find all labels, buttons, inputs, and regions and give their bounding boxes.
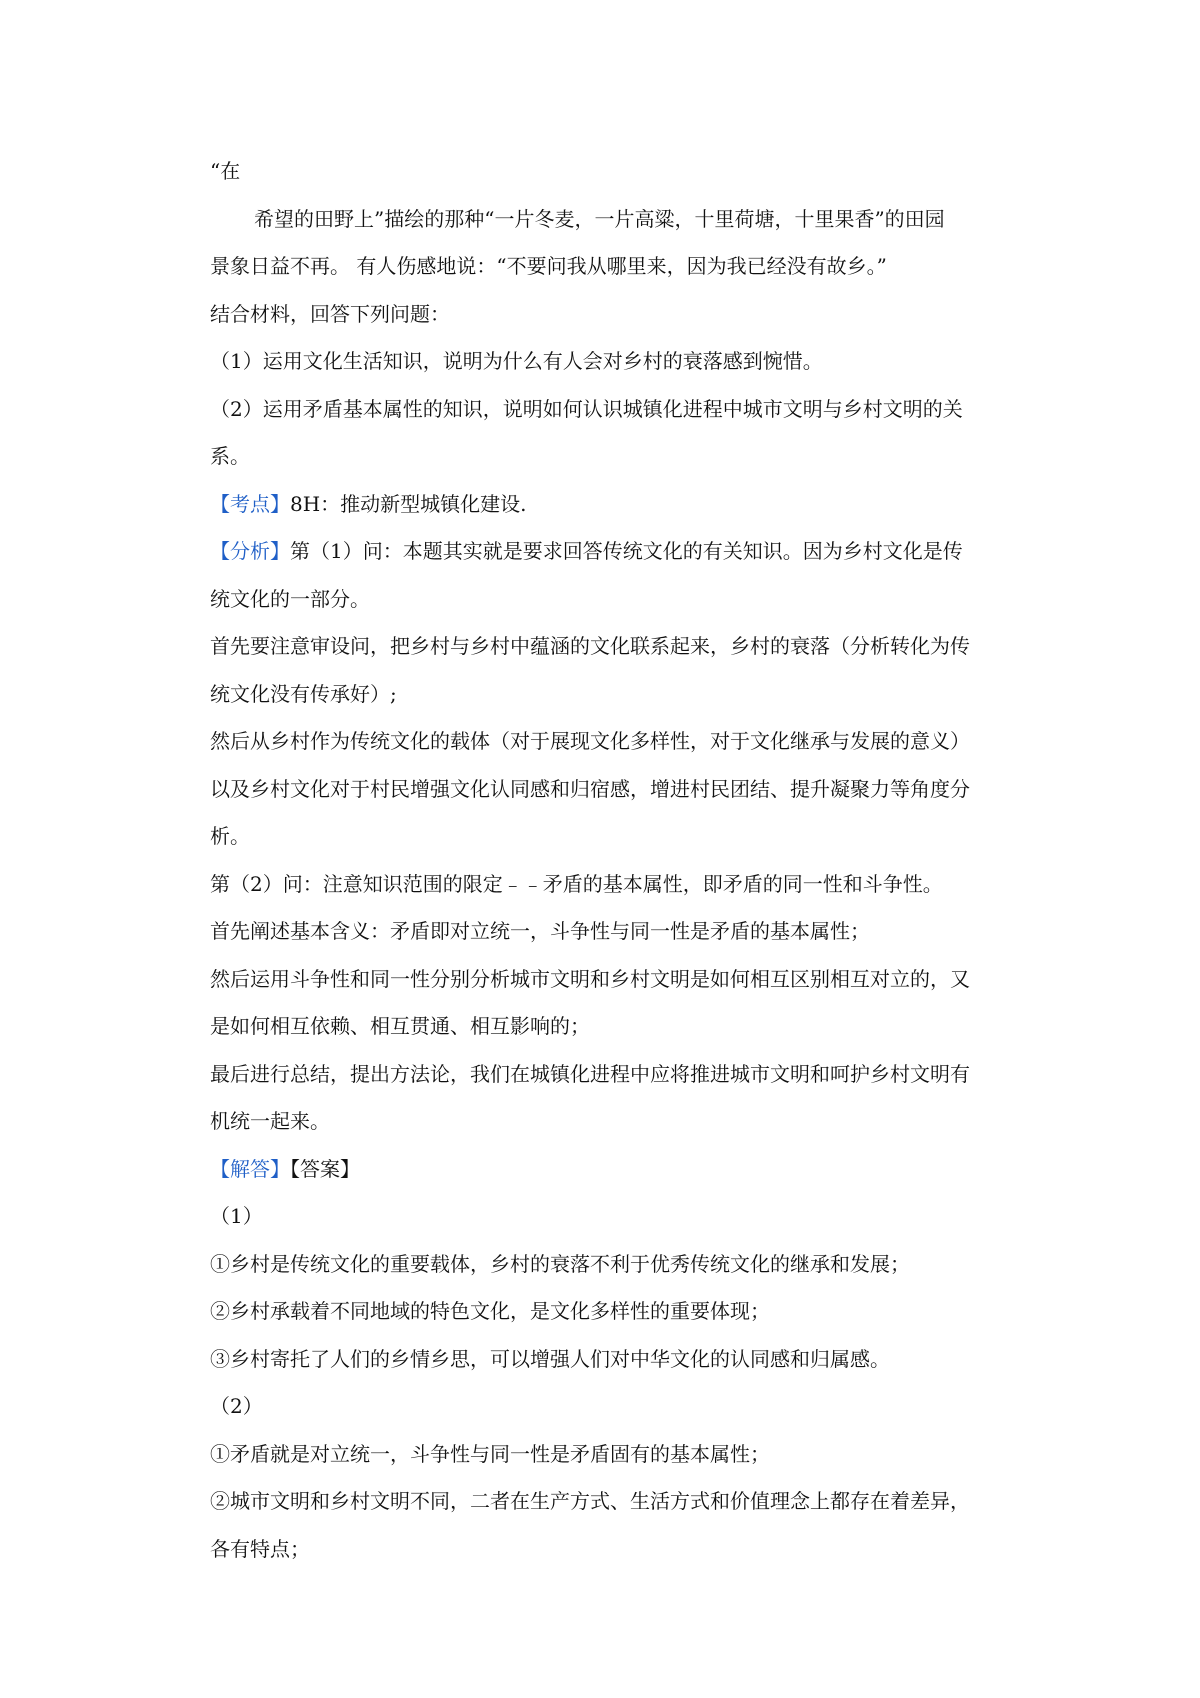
answer-item: ②城市文明和乡村文明不同，二者在生产方式、生活方式和价值理念上都存在着差异， — [210, 1489, 970, 1513]
text-line: 最后进行总结，提出方法论，我们在城镇化进程中应将推进城市文明和呵护乡村文明有 — [210, 1061, 970, 1086]
text-line: 然后运用斗争性和同一性分别分析城市文明和乡村文明是如何相互区别相互对立的，又 — [210, 966, 970, 991]
kaodian-tag: 【考点】 — [210, 491, 290, 516]
text-line: 机统一起来。 — [210, 1109, 330, 1133]
answer-label: 【答案】 — [290, 1156, 360, 1181]
jieda-tag: 【解答】 — [210, 1156, 290, 1181]
answer-part-1-label: （1） — [210, 1204, 263, 1228]
document-body — [210, 148, 1025, 1573]
text-line: 希望的田野上”描绘的那种“一片冬麦，一片高粱，十里荷塘，十里果香”的田园 — [254, 206, 945, 231]
text-line: 统文化没有传承好）; — [210, 681, 397, 706]
text-line: 析。 — [210, 824, 250, 848]
text-line: 各有特点； — [210, 1536, 310, 1561]
text-line: 首先阐述基本含义：矛盾即对立统一，斗争性与同一性是矛盾的基本属性； — [210, 919, 870, 943]
question-1: （1）运用文化生活知识，说明为什么有人会对乡村的衰落感到惋惜。 — [210, 349, 823, 373]
answer-item: ③乡村寄托了人们的乡情乡思，可以增强人们对中华文化的认同感和归属感。 — [210, 1346, 890, 1371]
text-line: 以及乡村文化对于村民增强文化认同感和归宿感，增进村民团结、提升凝聚力等角度分 — [210, 776, 970, 801]
answer-part-2-label: （2） — [210, 1394, 263, 1418]
text-line: 首先要注意审设问，把乡村与乡村中蕴涵的文化联系起来，乡村的衰落（分析转化为传 — [210, 634, 970, 658]
text-line: 景象日益不再。 有人伤感地说：“不要问我从哪里来，因为我已经没有故乡。” — [210, 254, 887, 278]
answer-item: ②乡村承载着不同地域的特色文化，是文化多样性的重要体现； — [210, 1299, 770, 1323]
question-2: （2）运用矛盾基本属性的知识，说明如何认识城镇化进程中城市文明与乡村文明的关 — [210, 396, 963, 421]
kaodian-line — [210, 481, 1025, 529]
text-line: 第（2）问：注意知识范围的限定﹣﹣矛盾的基本属性，即矛盾的同一性和斗争性。 — [210, 871, 943, 896]
kaodian-text: 8H：推动新型城镇化建设. — [290, 491, 527, 516]
answer-item: ①矛盾就是对立统一，斗争性与同一性是矛盾固有的基本属性； — [210, 1441, 770, 1466]
fenxi-text: 第（1）问：本题其实就是要求回答传统文化的有关知识。因为乡村文化是传 — [290, 539, 963, 563]
text-line: 系。 — [210, 444, 250, 468]
text-line: 是如何相互依赖、相互贯通、相互影响的； — [210, 1014, 590, 1038]
answer-item: ①乡村是传统文化的重要载体，乡村的衰落不利于优秀传统文化的继承和发展； — [210, 1251, 910, 1276]
text-line: 统文化的一部分。 — [210, 586, 370, 611]
fenxi-tag: 【分析】 — [210, 539, 290, 563]
text-line: 然后从乡村作为传统文化的载体（对于展现文化多样性，对于文化继承与发展的意义） — [210, 729, 970, 753]
jieda-line — [210, 1146, 1025, 1194]
text-line: “在 — [210, 159, 241, 183]
fenxi-line — [210, 528, 1025, 576]
text-line: 结合材料，回答下列问题： — [210, 301, 450, 326]
